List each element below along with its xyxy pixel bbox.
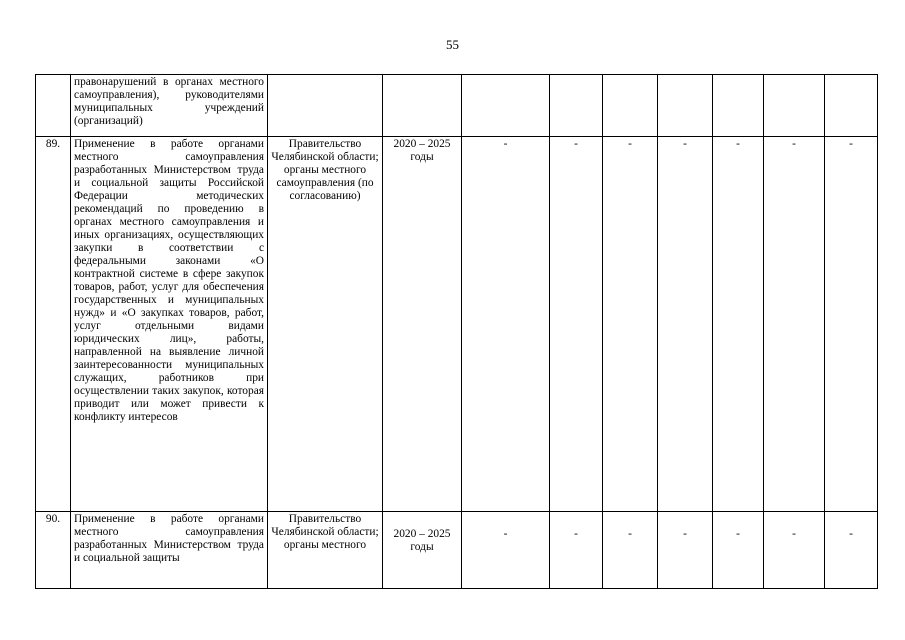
measures-table: [35, 74, 878, 589]
table-row: [36, 75, 878, 137]
page-number: 55: [446, 37, 459, 52]
indicator-cell: -: [825, 137, 878, 512]
implementation-period: 2020 – 2025 годы: [383, 137, 462, 512]
indicator-cell: -: [713, 137, 764, 512]
indicator-cell: -: [603, 512, 658, 589]
responsible-executors: Правительство Челябинской области; органы местного самоуправления (по согласованию): [268, 137, 383, 512]
implementation-period: [383, 75, 462, 137]
indicator-cell: -: [713, 512, 764, 589]
measure-description: Применение в работе органами местного самоуправления разработанных Министерством труда и социальной защиты Российской Федерации методических рекомендаций по проведению в органах местного самоуправления и иных организациях, осуществляющих закупки в соответствии с федеральными законами «О контрактной системе в сфере закупок товаров, работ, услуг для обеспечения государственных и муниципальных нужд» и «О закупках товаров, работ, услуг отдельными видами юридических лиц», работы, направленной на выявление личной заинтересованности муниципальных служащих, работников при осуществлении таких закупок, которая приводит или может привести к конфликту интересов: [71, 137, 268, 512]
measure-description: правонарушений в органах местного самоуправления), руководителями муниципальных учреждений (организаций): [71, 75, 268, 137]
responsible-executors: Правительство Челябинской области; органы местного: [268, 512, 383, 589]
indicator-cell: [462, 75, 550, 137]
indicator-cell: [764, 75, 825, 137]
indicator-cell: -: [764, 512, 825, 589]
implementation-period: 2020 – 2025 годы: [383, 512, 462, 589]
indicator-cell: [603, 75, 658, 137]
row-number: 89.: [36, 137, 71, 512]
measure-description: Применение в работе органами местного самоуправления разработанных Министерством труда и социальной защиты: [71, 512, 268, 589]
indicator-cell: [825, 75, 878, 137]
table-row: [36, 512, 878, 589]
indicator-cell: -: [825, 512, 878, 589]
indicator-cell: -: [603, 137, 658, 512]
responsible-executors: [268, 75, 383, 137]
indicator-cell: -: [764, 137, 825, 512]
indicator-cell: -: [658, 512, 713, 589]
indicator-cell: [713, 75, 764, 137]
indicator-cell: -: [462, 137, 550, 512]
indicator-cell: -: [462, 512, 550, 589]
indicator-cell: -: [550, 137, 603, 512]
indicator-cell: [658, 75, 713, 137]
indicator-cell: -: [550, 512, 603, 589]
row-number: 90.: [36, 512, 71, 589]
table-row: [36, 137, 878, 512]
indicator-cell: -: [658, 137, 713, 512]
indicator-cell: [550, 75, 603, 137]
row-number: [36, 75, 71, 137]
